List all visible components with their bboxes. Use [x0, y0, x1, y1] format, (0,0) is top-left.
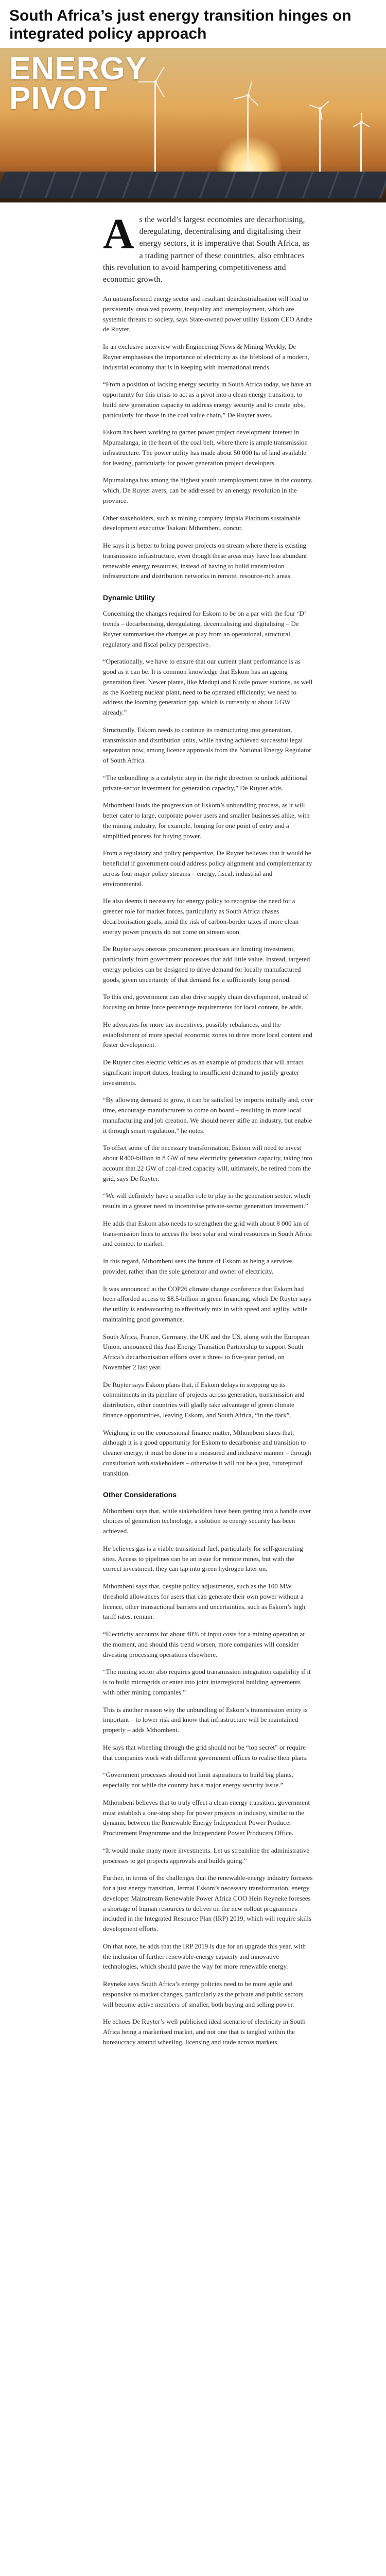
drop-cap: A	[103, 210, 134, 258]
article-body	[0, 202, 386, 2075]
paragraph: “Operationally, we have to ensure that our current plant performance is as good as it can be. It is common knowledge that Eskom has an ageing generation fleet. Newer plants, like Medupi and Kusile power stations, as well as the Koeberg nuclear plant, need to be operated efficiently; we need to address the looming generation gap, which is currently at about 6 GW already.”	[103, 657, 313, 717]
paragraph: Further, in terms of the challenges that the renewable-energy industry foresees for a just energy transition, Jermal Eskom’s necessary transformation, energy developer Mainstream Renewable Power Africa COO Hein Reyneke foresees a shortage of human resources to deliver on the new rollout programmes included in the Integrated Resource Plan (IRP) 2019, which will require skills development efforts.	[103, 1874, 313, 1933]
paragraph: Mpumalanga has among the highest youth unemployment rates in the country, which, De Ruyter avers, can be addressed by an energy revolution in the province.	[103, 476, 313, 504]
paragraph: He echoes De Ruyter’s well publicised ideal scenario of electricity in South Africa being a marketised market, and not one that is tangled within the bureaucracy around wheeling, licensing and trade across markets.	[103, 2018, 306, 2046]
paragraph: On that note, he adds that the IRP 2019 is due for an upgrade this year, with the inclusion of further renewable-energy capacity and innovative technologies, which should pave the way for more renewable energy.	[103, 1942, 306, 1971]
subhead-dynamic-utility: Dynamic Utility	[103, 594, 155, 602]
hero-image	[0, 48, 386, 202]
section-dynamic-utility	[103, 608, 314, 1478]
lead-text: s the world’s largest economies are decarbonising, deregulating, decentralising and digitalising their energy sectors, it is imperative that South Africa, as a trading partner of these countries, also embraces this revolution to avoid hampering competitiveness and economic growth.	[103, 215, 309, 284]
paragraph: He says it is better to bring power projects on stream where there is existing transmission infrastructure, even though these areas may have less abundant renewable energy resources, instead of having to build transmission infrastructure and distribution networks in remote, resource-rich areas.	[103, 541, 307, 580]
paragraph: “We will definitely have a smaller role to play in the generation sector, which results in a greater need to incentivise private-sector generation investment.”	[103, 1192, 310, 1210]
paragraph: “By allowing demand to grow, it can be satisfied by imports initially and, over time, encourage manufacturers to come on board – resulting in more local manufacturing and job creation. We should never stifle an industry, but enable it through smart regulation,” he notes.	[103, 1096, 313, 1134]
paragraph: Mthombeni says that, despite policy adjustments, such as the 100 MW threshold allowances for users that can generate their own power without a licence, other transactional barriers and uncertainties, such as Eskom’s high tariff rates, remain.	[103, 1582, 306, 1621]
paragraph: “It would make many more investments. Let us streamline the administrative processes to get projects approvals and builds going.”	[103, 1846, 310, 1865]
paragraph: An untransformed energy sector and resultant deindustrialisation will lead to persistently unsolved poverty, inequality and unemployment, which are systemic threats to society, says State-owned power utility Eskom CEO Andre de Ruyter.	[103, 295, 312, 333]
paragraph: Mthombeni believes that to truly effect a clean energy transition, government must establish a one-stop shop for power projects in industry, similar to the dynamic between the Renewable Energy Independent Power Producer Procurement Programme and the Independent Power Producers Office.	[103, 1798, 310, 1837]
paragraph: To this end, government can also drive supply chain development, instead of focusing on brute force percentage requirements for local content, he adds.	[103, 993, 308, 1011]
paragraph: De Ruyter says onerous procurement processes are limiting investment, particularly from government processes that add little value. Instead, targeted energy policies can be designed to drive demand for locally manufactured goods, given uncertainty of that demand for a sufficiently long period.	[103, 945, 310, 984]
lead-paragraph	[103, 210, 314, 285]
paragraph: Structurally, Eskom needs to continue its restructuring into generation, transmission and distribution units, while having achieved successful legal separation now, among licence approvals from the National Energy Regulator of South Africa.	[103, 725, 311, 765]
paragraph: From a regulatory and policy perspective, De Ruyter believes that it would be beneficial if government could address policy alignment and complementarity across four major policy streams – energy, fiscal, industrial and environmental.	[103, 849, 312, 888]
paragraph: Concerning the changes required for Eskom to be on a par with the four ‘D’ trends – decarbonising, deregulating, decentralising and digitalising – De Ruyter summarises the changes at play from an operational, structural, regulatory and fiscal policy perspective.	[103, 609, 306, 648]
paragraph: “Electricity accounts for about 40% of input costs for a mining operation at the moment, and should this trend worsen, more companies will consider divesting processing operations elsewhere.	[103, 1630, 305, 1658]
hero-title-line: ENERGY	[9, 51, 147, 87]
paragraph: Reyneke says South Africa’s energy policies need to be more agile and responsive to market changes, particularly as the private and public sectors will become active members of smaller, both buying and selling power.	[103, 1980, 304, 2008]
paragraph: He believes gas is a viable transitional fuel, particularly for self-generating sites. Access to pipelines can be an issue for remote mines, but with the correct investment, they can tap into green hydrogen later on.	[103, 1544, 303, 1573]
paragraph: Eskom has been working to garner power project development interest in Mpumalanga, in the heart of the coal belt, where there is ample transmission infrastructure. The power utility has made about 50 000 ha of land available for leasing, particularly for power generation project developers.	[103, 428, 308, 467]
paragraph: Mthombeni lauds the progression of Eskom’s unbundling process, as it will better cater to large, corporate power users and smaller businesses alike, with the mining industry, for example, longing for one point of entry and a simplified process for buying power.	[103, 801, 310, 840]
section-intro	[103, 294, 314, 581]
section-other-considerations	[103, 1506, 314, 2047]
paragraph: He adds that Eskom also needs to strengthen the grid with about 8 000 km of trans-mission lines to access the best solar and wind resources in South Africa and connect to market.	[103, 1219, 312, 1248]
paragraph: This is another reason why the unbundling of Eskom’s transmission entity is important – to lower risk and know that infrastructure will be maintained properly – adds Mthombeni.	[103, 1705, 308, 1734]
paragraph: Mthombeni says that, while stakeholders have been getting into a handle over choices of generation technology, a solution to energy security has been achieved.	[103, 1506, 311, 1535]
paragraph: “From a position of lacking energy security in South Africa today, we have an opportunity for this crisis to act as a pivot into a clean energy transition, to build new generation capacity to address energy security and to create jobs, particularly for those in the coal value chain,” De Ruyter avers.	[103, 380, 312, 419]
paragraph: He also deems it necessary for energy policy to recognise the need for a greener role for market forces, particularly as South Africa chases decarbonisation goals, amid the risk of carbon-border taxes if more clean energy power projects do not come on stream soon.	[103, 897, 299, 936]
paragraph: “Government processes should not limit aspirations to build big plants, especially not while the country has a major energy security issue.”	[103, 1771, 293, 1789]
paragraph: Weighing in on the concessional finance matter, Mthombeni states that, although it is a good opportunity for Eskom to decarbonise and transition to cleaner energy, it must be done in a measured and inclusive manner – through consultation with stakeholders – otherwise it will not be a just, futureproof transition.	[103, 1428, 311, 1477]
paragraph: De Ruyter cites electric vehicles as an example of products that will attract significant import duties, leading to insufficient demand to justify greater investments.	[103, 1058, 304, 1087]
paragraph: In this regard, Mthombeni sees the future of Eskom as being a services provider, rather than the sole generator and owner of electricity.	[103, 1257, 293, 1275]
solar-panels	[0, 172, 386, 198]
subhead-other-considerations: Other Considerations	[103, 1490, 177, 1499]
paragraph: It was announced at the COP26 climate change conference that Eskom had been afforded access to $8.5-billion in green financing, which De Ruyter says the utility is endeavouring to effectively mix in with speed and agility, while maintaining good governance.	[103, 1284, 311, 1323]
hero-title-line: PIVOT	[9, 81, 108, 116]
paragraph: “The unbundling is a catalytic step in the right direction to unlock additional private-sector investment for generation capacity,” De Ruyter adds.	[103, 773, 308, 792]
headline: South Africa’s just energy transition hinges on integrated policy approach	[9, 7, 352, 42]
hero-title	[9, 51, 147, 116]
paragraph: “The mining sector also requires good transmission integration capability if it is to build microgrids or enter into joint interregional building agreements with other mining companies.”	[103, 1668, 311, 1696]
paragraph: Other stakeholders, such as mining company Impala Platinum sustainable development executive Tsakani Mthombeni, concur.	[103, 514, 301, 532]
paragraph: To offset some of the necessary transformation, Eskom will need to invest about R400-billion in 8 GW of new electricity generation capacity, taking into account that 22 GW of coal-fired capacity will, ultimately, be retired from the grid, says De Ruyter.	[103, 1144, 312, 1182]
paragraph: In an exclusive interview with Engineering News & Mining Weekly, De Ruyter emphasises the importance of electricity as the lifeblood of a modern, industrial economy that is in keeping with international trends.	[103, 343, 309, 371]
paragraph: South Africa, France, Germany, the UK and the US, along with the European Union, announced this Just Energy Transition Partnership to support South Africa’s decarbonisation efforts over a three- to five-year period, on November 2 last year.	[103, 1332, 310, 1371]
paragraph: He says that wheeling through the grid should not be “top secret” or require that companies work with different government offices to realise their plans.	[103, 1743, 308, 1761]
paragraph: De Ruyter says Eskom plans that, if Eskom delays in stepping up its commitments in its pipeline of projects across generation, transmission and distribution, other countries will gladly take advantage of green climate finance opportunities, leaving Eskom, and South Africa, “in the dark”.	[103, 1380, 305, 1419]
paragraph: He advocates for more tax incentives, possibly rebalances, and the establishment of more special economic zones to drive more local content and foster development.	[103, 1020, 312, 1049]
